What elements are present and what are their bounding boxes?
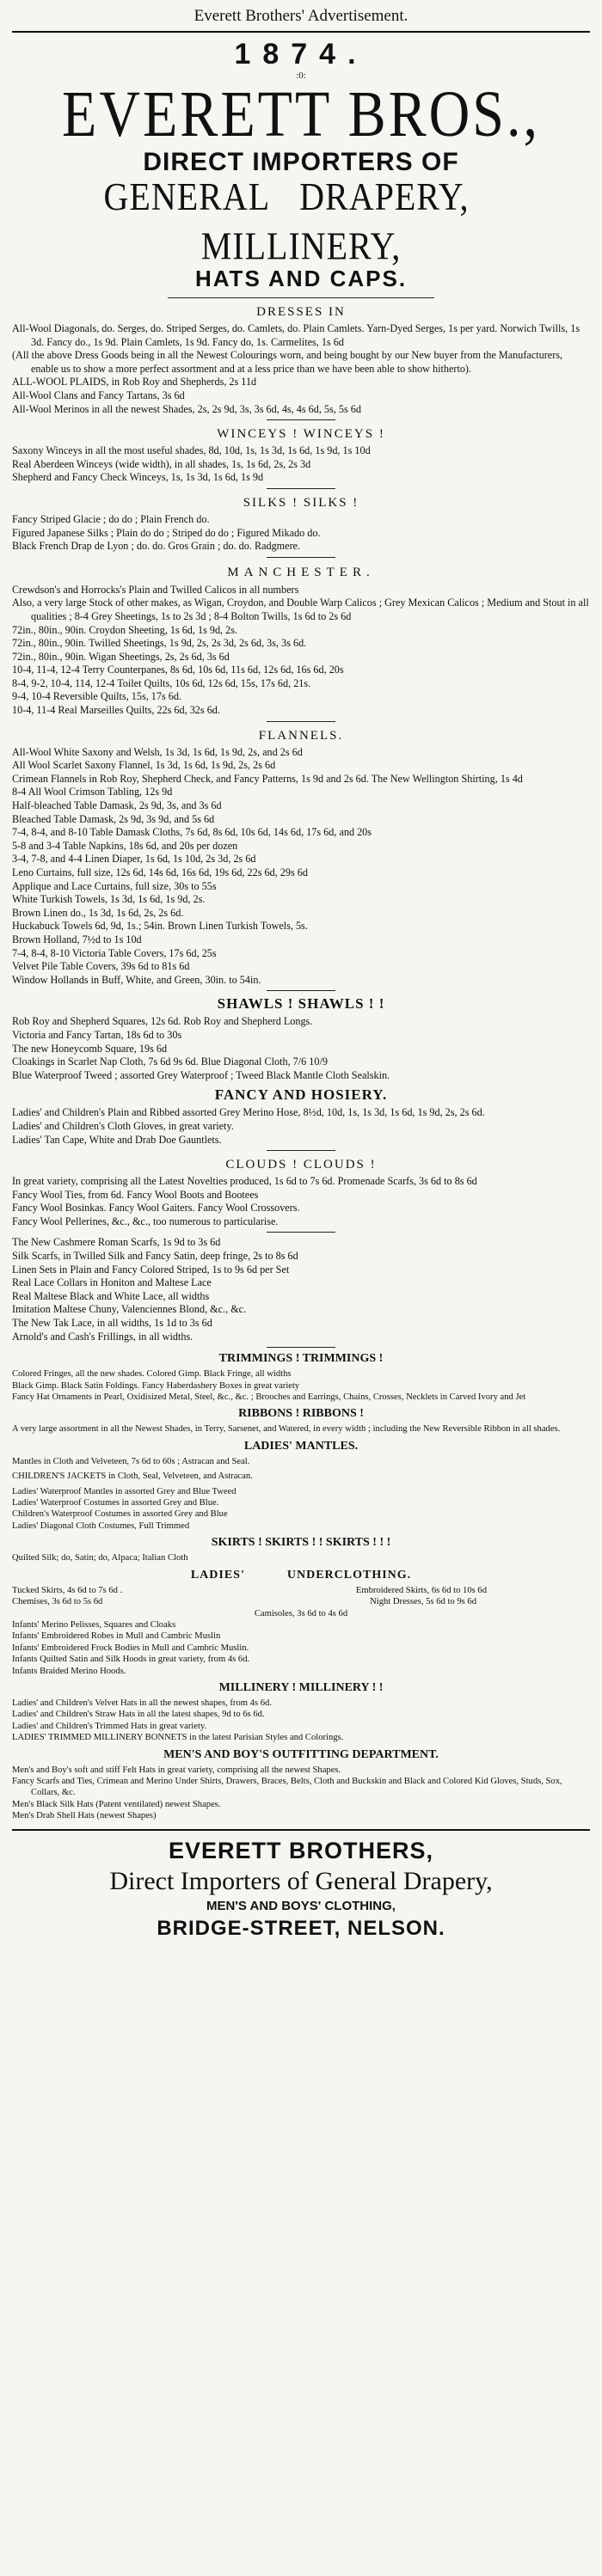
- footer-rule: [12, 1829, 590, 1831]
- millinery-list: [12, 1698, 590, 1744]
- list-item: Huckabuck Towels 6d, 9d, 1s.; 54in. Brown Linen Turkish Towels, 5s.: [12, 920, 308, 933]
- mantles-list: [12, 1456, 590, 1532]
- list-item: Ladies' and Children's Trimmed Hats in great variety.: [12, 1721, 207, 1731]
- list-item: All-Wool Clans and Fancy Tartans, 3s 6d: [12, 389, 185, 401]
- list-item: Figured Japanese Silks ; Plain do do ; Striped do do ; Figured Mikado do.: [12, 526, 321, 539]
- list-item: ALL-WOOL PLAIDS, in Rob Roy and Shepherds, 2s 11d: [12, 376, 257, 389]
- list-item: Fancy Wool Bosinkas. Fancy Wool Gaiters. Fancy Wool Crossovers.: [12, 1202, 300, 1215]
- list-item: Imitation Maltese Chuny, Valenciennes Blond, &c., &c.: [12, 1303, 247, 1316]
- list-item: Ladies' Waterproof Costumes in assorted Grey and Blue.: [12, 1498, 219, 1508]
- list-item: Ladies' Waterproof Mantles in assorted Grey and Blue Tweed: [12, 1486, 236, 1496]
- winceys-list: [12, 444, 590, 485]
- list-item: Ladies' and Children's Velvet Hats in all the newest shapes, from 4s 6d.: [12, 1698, 272, 1708]
- tagline-millinery: MILLINERY,: [200, 223, 402, 269]
- silks-heading: SILKS ! SILKS !: [243, 495, 359, 510]
- list-item: Crewdson's and Horrocks's Plain and Twilled Calicos in all numbers: [12, 583, 299, 596]
- list-item: Ladies' and Children's Straw Hats in all the latest shapes, 9d to 6s 6d.: [12, 1710, 265, 1720]
- list-item: Arnold's and Cash's Frillings, in all widths.: [12, 1330, 194, 1343]
- divider: [168, 297, 433, 298]
- list-item: The new Honeycomb Square, 19s 6d: [12, 1042, 168, 1055]
- list-item: Applique and Lace Curtains, full size, 30s to 55s: [12, 879, 217, 892]
- list-item: 5-8 and 3-4 Table Napkins, 18s 6d, and 20s per dozen: [12, 839, 238, 852]
- outfitting-heading: MEN'S AND BOY'S OUTFITTING DEPARTMENT.: [163, 1747, 439, 1761]
- footer-clothing: MEN'S AND BOYS' CLOTHING,: [206, 1898, 396, 1913]
- list-item: CHILDREN'S JACKETS in Cloth, Seal, Velveteen, and Astracan.: [12, 1472, 253, 1482]
- list-item: Blue Waterproof Tweed ; assorted Grey Waterproof ; Tweed Black Mantle Cloth Sealskin.: [12, 1068, 390, 1081]
- list-item: Quilted Silk; do, Satin; do, Alpaca; Italian Cloth: [12, 1553, 188, 1563]
- list-item: Fancy Hat Ornaments in Pearl, Oxidisized Metal, Steel, &c., &c. ; Brooches and Earrings, Chains, Crosses, Necklets in Carved Ivory and Jet: [12, 1392, 526, 1403]
- millinery-heading: MILLINERY ! MILLINERY ! !: [218, 1680, 384, 1694]
- list-item: 9-4, 10-4 Reversible Quilts, 15s, 17s 6d.: [12, 690, 182, 703]
- list-item: In great variety, comprising all the Latest Novelties produced, 1s 6d to 7s 6d. Promenade Scarfs, 3s 6d to 8s 6d: [12, 1175, 477, 1188]
- divider: [267, 1150, 336, 1151]
- divider: [267, 1232, 336, 1233]
- list-item: Ladies' and Children's Cloth Gloves, in great variety.: [12, 1119, 234, 1132]
- list-item: Cloakings in Scarlet Nap Cloth, 7s 6d 9s 6d. Blue Diagonal Cloth, 7/6 10/9: [12, 1055, 328, 1068]
- list-item: Ladies' Tan Cape, White and Drab Doe Gauntlets.: [12, 1133, 222, 1146]
- list-item: Infants' Embroidered Frock Bodies in Mull and Cambric Muslin.: [12, 1643, 249, 1653]
- shawls-list: [12, 1015, 590, 1082]
- list-item: Ladies' and Children's Plain and Ribbed assorted Grey Merino Hose, 8½d, 10d, 1s, 1s 3d, 1s 6d, 1s 9d, 2s, 2s 6d.: [12, 1106, 485, 1119]
- clouds-heading: CLOUDS ! CLOUDS !: [225, 1158, 377, 1172]
- list-item: LADIES' TRIMMED MILLINERY BONNETS in the latest Parisian Styles and Colorings.: [12, 1733, 344, 1743]
- list-item: Tucked Skirts, 4s 6d to 7s 6d .: [12, 1585, 123, 1595]
- flannels-heading: FLANNELS.: [258, 728, 344, 743]
- tagline-goods: [12, 173, 590, 272]
- footer-address: BRIDGE-STREET, NELSON.: [157, 1916, 445, 1940]
- list-item: Children's Waterproof Costumes in assorted Grey and Blue: [12, 1509, 228, 1520]
- underclothing-row: [12, 1585, 590, 1596]
- year: 1874.: [234, 38, 368, 70]
- scarfs-list: [12, 1236, 590, 1343]
- list-item: (All the above Dress Goods being in all the Newest Colourings worn, and being bought by our New buyer from the Manufacturers, enable us to show a more perfect assortment and at a less price than we have been able to show hitherto).: [12, 349, 563, 375]
- list-item: Real Aberdeen Winceys (wide width), in all shades, 1s, 1s 6d, 2s, 2s 3d: [12, 457, 311, 470]
- divider: [267, 721, 336, 722]
- list-item: Also, a very large Stock of other makes, as Wigan, Croydon, and Double Warp Calicos ; Grey Mexican Calicos ; Medium and Stout in all qualities ; 8-4 Grey Sheetings, 1s to 2s 3d ; 8-4 Bolton Twills, 1s 6d to 2s 6d: [12, 597, 589, 622]
- list-item: Real Lace Collars in Honiton and Maltese Lace: [12, 1276, 212, 1289]
- list-item: Silk Scarfs, in Twilled Silk and Fancy Satin, deep fringe, 2s to 8s 6d: [12, 1250, 298, 1263]
- list-item: 7-4, 8-4, and 8-10 Table Damask Cloths, 7s 6d, 8s 6d, 10s 6d, 14s 6d, 17s 6d, and 20s: [12, 826, 372, 839]
- list-item: 72in., 80in., 90in. Twilled Sheetings, 1s 9d, 2s, 2s 3d, 2s 6d, 3s, 3s 6d.: [12, 637, 307, 650]
- underclothing-heading: [12, 1568, 590, 1583]
- list-item: Linen Sets in Plain and Fancy Colored Striped, 1s to 9s 6d per Set: [12, 1263, 290, 1276]
- list-item: Bleached Table Damask, 2s 9d, 3s 9d, and 5s 6d: [12, 812, 215, 825]
- skirts-heading: SKIRTS ! SKIRTS ! ! SKIRTS ! ! !: [211, 1536, 391, 1550]
- list-item: Velvet Pile Table Covers, 39s 6d to 81s 6d: [12, 960, 190, 973]
- list-item: 10-4, 11-4 Real Marseilles Quilts, 22s 6d, 32s 6d.: [12, 704, 220, 717]
- top-rule: [12, 31, 590, 33]
- list-item: 72in., 80in., 90in. Croydon Sheeting, 1s 6d, 1s 9d, 2s.: [12, 623, 238, 636]
- ribbons-list: [12, 1423, 590, 1435]
- list-item: Chemises, 3s 6d to 5s 6d: [12, 1597, 103, 1607]
- list-item: Ladies' Diagonal Cloth Costumes, Full Trimmed: [12, 1521, 190, 1531]
- list-item: Window Hollands in Buff, White, and Green, 30in. to 54in.: [12, 973, 261, 986]
- footer-name: EVERETT BROTHERS,: [168, 1837, 434, 1863]
- list-item: Fancy Striped Glacie ; do do ; Plain French do.: [12, 512, 210, 525]
- hosiery-list: [12, 1106, 590, 1147]
- dresses-heading: DRESSES IN: [256, 305, 346, 319]
- list-item: Infants' Merino Pelisses, Squares and Cloaks: [12, 1619, 176, 1630]
- clouds-list: [12, 1175, 590, 1228]
- footer-importers: Direct Importers of General Drapery,: [109, 1866, 493, 1895]
- list-item: Black French Drap de Lyon ; do. do. Gros Grain ; do. do. Radgmere.: [12, 540, 301, 553]
- list-item: 3-4, 7-8, and 4-4 Linen Diaper, 1s 6d, 1s 10d, 2s 3d, 2s 6d: [12, 853, 256, 866]
- outfitting-list: [12, 1765, 590, 1822]
- list-item: Camisoles, 3s 6d to 4s 6d: [254, 1608, 348, 1618]
- list-item: Embroidered Skirts, 6s 6d to 10s 6d: [355, 1585, 487, 1595]
- list-item: Colored Fringes, all the new shades. Colored Gimp. Black Fringe, all widths: [12, 1369, 292, 1380]
- list-item: All-Wool White Saxony and Welsh, 1s 3d, 1s 6d, 1s 9d, 2s, and 2s 6d: [12, 745, 303, 758]
- manchester-heading: MANCHESTER.: [227, 565, 375, 579]
- list-item: Fancy Wool Pellerines, &c., &c., too numerous to particularise.: [12, 1215, 279, 1227]
- list-item: All-Wool Merinos in all the newest Shades, 2s, 2s 9d, 3s, 3s 6d, 4s, 4s 6d, 5s, 5s 6d: [12, 402, 361, 415]
- list-item: Fancy Wool Ties, from 6d. Fancy Wool Boots and Bootees: [12, 1188, 259, 1201]
- tagline-importers: DIRECT IMPORTERS OF: [143, 148, 459, 176]
- list-item: The New Cashmere Roman Scarfs, 1s 9d to 3s 6d: [12, 1236, 221, 1249]
- divider: [267, 990, 336, 991]
- list-item: All Wool Scarlet Saxony Flannel, 1s 3d, 1s 6d, 1s 9d, 2s, 2s 6d: [12, 759, 276, 772]
- footer: [12, 1836, 590, 1943]
- list-item: Shepherd and Fancy Check Winceys, 1s, 1s 3d, 1s 6d, 1s 9d: [12, 471, 264, 484]
- divider: [267, 557, 336, 558]
- list-item: Men's Black Silk Hats (Patent ventilated) newest Shapes.: [12, 1799, 221, 1809]
- list-item: 72in., 80in., 90in. Wigan Sheetings, 2s, 2s 6d, 3s 6d: [12, 650, 230, 663]
- underclothing-heading-right: UNDERCLOTHING.: [286, 1568, 412, 1582]
- list-item: Saxony Winceys in all the most useful shades, 8d, 10d, 1s, 1s 3d, 1s 6d, 1s 9d, 1s 10d: [12, 444, 371, 457]
- list-item: Mantles in Cloth and Velveteen, 7s 6d to 60s ; Astracan and Seal.: [12, 1456, 250, 1466]
- silks-list: [12, 513, 590, 554]
- mantles-heading: LADIES' MANTLES.: [243, 1439, 359, 1453]
- advert-title: Everett Brothers' Advertisement.: [194, 7, 408, 25]
- tagline-hats: HATS AND CAPS.: [194, 266, 408, 291]
- list-item: Infants Quilted Satin and Silk Hoods in great variety, from 4s 6d.: [12, 1655, 250, 1665]
- tagline-drapery: DRAPERY,: [299, 174, 470, 219]
- list-item: 10-4, 11-4, 12-4 Terry Counterpanes, 8s 6d, 10s 6d, 11s 6d, 12s 6d, 16s 6d, 20s: [12, 664, 344, 676]
- winceys-heading: WINCEYS ! WINCEYS !: [217, 427, 385, 442]
- underclothing-list: [12, 1585, 590, 1677]
- dresses-list: [12, 322, 590, 416]
- list-item: Real Maltese Black and White Lace, all widths: [12, 1289, 210, 1302]
- hosiery-heading: FANCY AND HOSIERY.: [214, 1086, 388, 1104]
- list-item: A very large assortment in all the Newest Shades, in Terry, Sarsenet, and Watered, in every width ; including the New Reversible Ribbon in all shades.: [12, 1424, 561, 1435]
- flannels-list: [12, 746, 590, 988]
- list-item: Leno Curtains, full size, 12s 6d, 14s 6d, 16s 6d, 19s 6d, 22s 6d, 29s 6d: [12, 866, 308, 878]
- list-item: Fancy Scarfs and Ties, Crimean and Merino Under Shirts, Drawers, Braces, Belts, Cloth and Buckskin and Black and Colored Kid Gloves, Studs, Sox, Collars, &c.: [12, 1776, 562, 1798]
- list-item: Brown Linen do., 1s 3d, 1s 6d, 2s, 2s 6d.: [12, 906, 184, 919]
- skirts-list: [12, 1552, 590, 1563]
- trimmings-list: [12, 1368, 590, 1403]
- list-item: Victoria and Fancy Tartan, 18s 6d to 30s: [12, 1028, 182, 1041]
- underclothing-heading-left: LADIES': [190, 1568, 245, 1582]
- year-separator: :0:: [296, 70, 306, 81]
- list-item: Night Dresses, 5s 6d to 9s 6d: [370, 1597, 476, 1607]
- list-item: All-Wool Diagonals, do. Serges, do. Striped Serges, do. Camlets, do. Plain Camlets. Yarn-Dyed Serges, 1s per yard. Norwich Twills, 1s 3d. Fancy do., 1s 9d. Plain Camlets, 1s 9d. Fancy do, 1s. Carmelites, 1s 6d: [12, 322, 580, 348]
- manchester-list: [12, 584, 590, 718]
- list-item: Half-bleached Table Damask, 2s 9d, 3s, and 3s 6d: [12, 799, 222, 812]
- ribbons-heading: RIBBONS ! RIBBONS !: [238, 1407, 364, 1421]
- list-item: Rob Roy and Shepherd Squares, 12s 6d. Rob Roy and Shepherd Longs.: [12, 1015, 313, 1028]
- list-item: 7-4, 8-4, 8-10 Victoria Table Covers, 17s 6d, 25s: [12, 946, 217, 959]
- list-item: 8-4 All Wool Crimson Tabling, 12s 9d: [12, 786, 173, 798]
- list-item: Infants' Embroidered Robes in Mull and Cambric Muslin: [12, 1631, 221, 1642]
- list-item: White Turkish Towels, 1s 3d, 1s 6d, 1s 9d, 2s.: [12, 893, 206, 906]
- list-item: Infants Braided Merino Hoods.: [12, 1666, 126, 1676]
- divider: [267, 419, 336, 420]
- list-item: Men's Drab Shell Hats (newest Shapes): [12, 1811, 157, 1821]
- divider: [267, 1347, 336, 1348]
- list-item: 8-4, 9-2, 10-4, 114, 12-4 Toilet Quilts, 10s 6d, 12s 6d, 15s, 17s 6d, 21s.: [12, 676, 311, 689]
- divider: [267, 488, 336, 489]
- tagline-general: GENERAL: [103, 174, 271, 219]
- list-item: The New Tak Lace, in all widths, 1s 1d to 3s 6d: [12, 1317, 212, 1330]
- list-item: Brown Holland, 7½d to 1s 10d: [12, 933, 142, 945]
- trimmings-heading: TRIMMINGS ! TRIMMINGS !: [218, 1352, 384, 1366]
- list-item: Men's and Boy's soft and stiff Felt Hats in great variety, comprising all the newest Shapes.: [12, 1765, 341, 1775]
- underclothing-row: [12, 1596, 590, 1607]
- list-item: Black Gimp. Black Satin Foldings. Fancy Haberdashery Boxes in great variety: [12, 1380, 300, 1391]
- brand-name: EVERETT BROS.,: [62, 78, 540, 151]
- list-item: Crimean Flannels in Rob Roy, Shepherd Check, and Fancy Patterns, 1s 9d and 2s 6d. The New Wellington Shirting, 1s 4d: [12, 772, 523, 785]
- shawls-heading: SHAWLS ! SHAWLS ! !: [217, 995, 385, 1013]
